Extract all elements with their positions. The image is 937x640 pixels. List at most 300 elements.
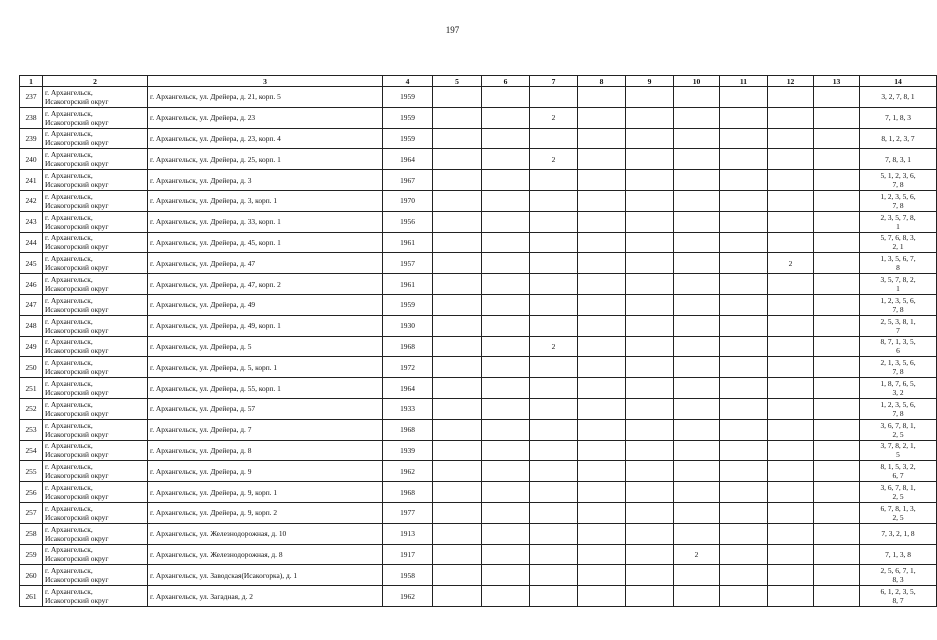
column-12-cell xyxy=(768,461,814,482)
column-13-cell xyxy=(814,107,860,128)
district-line: Исакогорский округ xyxy=(45,304,109,314)
column-12-cell xyxy=(768,398,814,419)
column-13-cell xyxy=(814,315,860,336)
address-cell: г. Архангельск, ул. Дрейера, д. 49, корп. 1 xyxy=(148,315,383,336)
year-cell: 1968 xyxy=(383,419,433,440)
column-14-cell xyxy=(860,190,937,211)
column-7-cell xyxy=(530,274,578,295)
column-13-cell xyxy=(814,565,860,586)
column-9-cell xyxy=(626,336,674,357)
column-14-line: 7, 8 xyxy=(892,304,904,314)
column-6-cell xyxy=(482,398,530,419)
column-9-cell xyxy=(626,357,674,378)
year-cell: 1959 xyxy=(383,294,433,315)
row-number-cell: 261 xyxy=(20,586,43,607)
district-cell xyxy=(43,398,148,419)
address-cell: г. Архангельск, ул. Дрейера, д. 47, корп. 2 xyxy=(148,274,383,295)
column-12-cell xyxy=(768,128,814,149)
district-line: Исакогорский округ xyxy=(45,325,109,335)
column-5-cell xyxy=(433,128,482,149)
district-line: г. Архангельск, xyxy=(45,420,93,430)
district-cell xyxy=(43,315,148,336)
district-cell xyxy=(43,294,148,315)
district-line: Исакогорский округ xyxy=(45,117,109,127)
district-cell xyxy=(43,544,148,565)
district-line: г. Архангельск, xyxy=(45,212,93,222)
column-header-11: 11 xyxy=(720,76,768,87)
column-5-cell xyxy=(433,107,482,128)
district-line: г. Архангельск, xyxy=(45,462,93,472)
year-cell: 1933 xyxy=(383,398,433,419)
column-6-cell xyxy=(482,586,530,607)
district-line: г. Архангельск, xyxy=(45,316,93,326)
table-row xyxy=(20,336,937,357)
column-14-line: 7, 8 xyxy=(892,408,904,418)
district-cell xyxy=(43,586,148,607)
table-body xyxy=(20,87,937,607)
district-line: г. Архангельск, xyxy=(45,587,93,597)
column-7-cell xyxy=(530,440,578,461)
table-row xyxy=(20,315,937,336)
column-13-cell xyxy=(814,170,860,191)
district-cell xyxy=(43,336,148,357)
table-row xyxy=(20,170,937,191)
column-10-cell xyxy=(674,211,720,232)
column-13-cell xyxy=(814,294,860,315)
column-10-cell xyxy=(674,440,720,461)
column-6-cell xyxy=(482,253,530,274)
district-line: г. Архангельск, xyxy=(45,171,93,181)
column-6-cell xyxy=(482,170,530,191)
column-6-cell xyxy=(482,294,530,315)
column-8-cell xyxy=(578,107,626,128)
column-12-cell xyxy=(768,357,814,378)
column-5-cell xyxy=(433,315,482,336)
column-11-cell xyxy=(720,523,768,544)
year-cell: 1968 xyxy=(383,336,433,357)
table-row xyxy=(20,253,937,274)
column-11-cell xyxy=(720,274,768,295)
column-11-cell xyxy=(720,232,768,253)
column-8-cell xyxy=(578,502,626,523)
column-12-cell xyxy=(768,107,814,128)
district-cell xyxy=(43,87,148,108)
district-cell xyxy=(43,565,148,586)
column-8-cell xyxy=(578,586,626,607)
column-9-cell xyxy=(626,87,674,108)
column-8-cell xyxy=(578,190,626,211)
row-number-cell: 244 xyxy=(20,232,43,253)
column-header-1: 1 xyxy=(20,76,43,87)
district-line: Исакогорский округ xyxy=(45,596,109,606)
row-number-cell: 249 xyxy=(20,336,43,357)
year-cell: 1964 xyxy=(383,149,433,170)
district-line: Исакогорский округ xyxy=(45,554,109,564)
column-header-12: 12 xyxy=(768,76,814,87)
column-5-cell xyxy=(433,419,482,440)
column-14-cell xyxy=(860,253,937,274)
column-11-cell xyxy=(720,336,768,357)
table-row xyxy=(20,357,937,378)
year-cell: 1913 xyxy=(383,523,433,544)
district-line: Исакогорский округ xyxy=(45,367,109,377)
column-14-cell xyxy=(860,398,937,419)
column-12-cell xyxy=(768,232,814,253)
column-10-cell xyxy=(674,565,720,586)
column-12-cell xyxy=(768,190,814,211)
district-line: г. Архангельск, xyxy=(45,191,93,201)
column-14-line: 1, 2, 3, 5, 6, xyxy=(880,295,916,305)
table-row xyxy=(20,274,937,295)
column-12-cell xyxy=(768,170,814,191)
column-header-7: 7 xyxy=(530,76,578,87)
column-7-cell xyxy=(530,170,578,191)
column-14-line: 7, 8 xyxy=(892,180,904,190)
column-6-cell xyxy=(482,378,530,399)
address-cell: г. Архангельск, ул. Дрейера, д. 49 xyxy=(148,294,383,315)
column-5-cell xyxy=(433,170,482,191)
year-cell: 1958 xyxy=(383,565,433,586)
column-7-cell xyxy=(530,398,578,419)
column-10-cell xyxy=(674,107,720,128)
column-14-line: 3, 6, 7, 8, 1, xyxy=(880,420,916,430)
column-11-cell xyxy=(720,107,768,128)
row-number-cell: 240 xyxy=(20,149,43,170)
column-header-5: 5 xyxy=(433,76,482,87)
column-6-cell xyxy=(482,190,530,211)
table-row xyxy=(20,232,937,253)
column-8-cell xyxy=(578,87,626,108)
column-header-4: 4 xyxy=(383,76,433,87)
row-number-cell: 256 xyxy=(20,482,43,503)
column-5-cell xyxy=(433,87,482,108)
row-number-cell: 238 xyxy=(20,107,43,128)
district-cell xyxy=(43,482,148,503)
district-line: Исакогорский округ xyxy=(45,242,109,252)
column-10-cell xyxy=(674,502,720,523)
column-5-cell xyxy=(433,211,482,232)
column-11-cell xyxy=(720,149,768,170)
column-14-line: 7, 8 xyxy=(892,200,904,210)
table-row xyxy=(20,502,937,523)
year-cell: 1961 xyxy=(383,274,433,295)
column-5-cell xyxy=(433,461,482,482)
column-6-cell xyxy=(482,107,530,128)
column-14-line: 1, 2, 3, 5, 6, xyxy=(880,399,916,409)
column-14-line: 5 xyxy=(896,450,900,460)
address-cell: г. Архангельск, ул. Дрейера, д. 9, корп. 2 xyxy=(148,502,383,523)
column-9-cell xyxy=(626,565,674,586)
column-13-cell xyxy=(814,336,860,357)
column-9-cell xyxy=(626,523,674,544)
column-11-cell xyxy=(720,502,768,523)
column-12-cell xyxy=(768,502,814,523)
column-8-cell xyxy=(578,170,626,191)
year-cell: 1961 xyxy=(383,232,433,253)
column-8-cell xyxy=(578,232,626,253)
district-line: г. Архангельск, xyxy=(45,337,93,347)
column-9-cell xyxy=(626,315,674,336)
column-14-line: 6, 7 xyxy=(892,471,904,481)
column-5-cell xyxy=(433,253,482,274)
district-line: г. Архангельск, xyxy=(45,503,93,513)
column-12-cell xyxy=(768,544,814,565)
column-8-cell xyxy=(578,336,626,357)
column-11-cell xyxy=(720,315,768,336)
column-5-cell xyxy=(433,294,482,315)
district-line: г. Архангельск, xyxy=(45,358,93,368)
column-12-cell xyxy=(768,274,814,295)
district-line: г. Архангельск, xyxy=(45,441,93,451)
column-8-cell xyxy=(578,565,626,586)
column-14-cell xyxy=(860,315,937,336)
column-12-cell xyxy=(768,87,814,108)
column-14-cell xyxy=(860,544,937,565)
column-10-cell xyxy=(674,315,720,336)
district-cell xyxy=(43,461,148,482)
district-line: г. Архангельск, xyxy=(45,524,93,534)
table-row xyxy=(20,211,937,232)
district-line: г. Архангельск, xyxy=(45,399,93,409)
row-number-cell: 247 xyxy=(20,294,43,315)
column-10-cell xyxy=(674,482,720,503)
column-7-cell xyxy=(530,211,578,232)
column-6-cell xyxy=(482,482,530,503)
column-14-line: 8, 1, 5, 3, 2, xyxy=(880,462,916,472)
column-11-cell xyxy=(720,461,768,482)
column-14-line: 8 xyxy=(896,263,900,273)
district-line: г. Архангельск, xyxy=(45,87,93,97)
table-row xyxy=(20,523,937,544)
column-6-cell xyxy=(482,461,530,482)
address-cell: г. Архангельск, ул. Дрейера, д. 23, корп. 4 xyxy=(148,128,383,149)
district-line: Исакогорский округ xyxy=(45,180,109,190)
district-line: г. Архангельск, xyxy=(45,483,93,493)
row-number-cell: 245 xyxy=(20,253,43,274)
column-14-line: 3, 2 xyxy=(892,388,904,398)
district-cell xyxy=(43,440,148,461)
column-11-cell xyxy=(720,378,768,399)
header-row xyxy=(20,76,937,87)
column-14-line: 8, 1, 2, 3, 7 xyxy=(881,133,915,143)
column-14-cell xyxy=(860,565,937,586)
table-row xyxy=(20,149,937,170)
column-9-cell xyxy=(626,419,674,440)
column-11-cell xyxy=(720,544,768,565)
column-14-line: 6, 7, 8, 1, 3, xyxy=(880,503,916,513)
column-13-cell xyxy=(814,274,860,295)
district-line: Исакогорский округ xyxy=(45,408,109,418)
column-5-cell xyxy=(433,523,482,544)
district-line: г. Архангельск, xyxy=(45,108,93,118)
district-cell xyxy=(43,128,148,149)
column-9-cell xyxy=(626,294,674,315)
column-14-cell xyxy=(860,523,937,544)
district-line: Исакогорский округ xyxy=(45,138,109,148)
column-12-cell xyxy=(768,336,814,357)
column-9-cell xyxy=(626,274,674,295)
column-7-cell xyxy=(530,128,578,149)
column-13-cell xyxy=(814,232,860,253)
district-cell xyxy=(43,232,148,253)
column-14-line: 1, 2, 3, 5, 6, xyxy=(880,191,916,201)
address-cell: г. Архангельск, ул. Загадная, д. 2 xyxy=(148,586,383,607)
address-cell: г. Архангельск, ул. Дрейера, д. 21, корп. 5 xyxy=(148,87,383,108)
column-8-cell xyxy=(578,149,626,170)
column-14-cell xyxy=(860,274,937,295)
column-11-cell xyxy=(720,294,768,315)
column-14-line: 1 xyxy=(896,284,900,294)
address-cell: г. Архангельск, ул. Дрейера, д. 9 xyxy=(148,461,383,482)
district-cell xyxy=(43,502,148,523)
column-8-cell xyxy=(578,274,626,295)
district-cell xyxy=(43,170,148,191)
row-number-cell: 259 xyxy=(20,544,43,565)
address-cell: г. Архангельск, ул. Дрейера, д. 25, корп. 1 xyxy=(148,149,383,170)
row-number-cell: 258 xyxy=(20,523,43,544)
row-number-cell: 257 xyxy=(20,502,43,523)
column-14-line: 8, 3 xyxy=(892,575,904,585)
table-row xyxy=(20,107,937,128)
column-8-cell xyxy=(578,461,626,482)
column-12-cell xyxy=(768,315,814,336)
column-11-cell xyxy=(720,419,768,440)
column-7-cell xyxy=(530,190,578,211)
district-line: г. Архангельск, xyxy=(45,566,93,576)
row-number-cell: 255 xyxy=(20,461,43,482)
district-line: Исакогорский округ xyxy=(45,388,109,398)
column-13-cell xyxy=(814,586,860,607)
column-8-cell xyxy=(578,398,626,419)
district-line: Исакогорский округ xyxy=(45,263,109,273)
column-6-cell xyxy=(482,544,530,565)
column-12-cell xyxy=(768,294,814,315)
year-cell: 1956 xyxy=(383,211,433,232)
column-8-cell xyxy=(578,523,626,544)
table-row xyxy=(20,294,937,315)
column-5-cell xyxy=(433,440,482,461)
district-line: Исакогорский округ xyxy=(45,200,109,210)
district-line: Исакогорский округ xyxy=(45,575,109,585)
column-14-cell xyxy=(860,378,937,399)
table-row xyxy=(20,461,937,482)
column-10-cell xyxy=(674,461,720,482)
column-13-cell xyxy=(814,502,860,523)
column-14-line: 7, 1, 3, 8 xyxy=(885,549,911,559)
row-number-cell: 239 xyxy=(20,128,43,149)
address-cell: г. Архангельск, ул. Дрейера, д. 23 xyxy=(148,107,383,128)
column-13-cell xyxy=(814,482,860,503)
column-5-cell xyxy=(433,502,482,523)
column-14-line: 8, 7 xyxy=(892,596,904,606)
column-5-cell xyxy=(433,544,482,565)
column-13-cell xyxy=(814,544,860,565)
column-14-line: 2, 1, 3, 5, 6, xyxy=(880,358,916,368)
district-cell xyxy=(43,357,148,378)
district-line: Исакогорский округ xyxy=(45,492,109,502)
address-cell: г. Архангельск, ул. Дрейера, д. 57 xyxy=(148,398,383,419)
column-14-cell xyxy=(860,336,937,357)
column-14-line: 6, 1, 2, 3, 5, xyxy=(880,587,916,597)
table-row xyxy=(20,87,937,108)
column-13-cell xyxy=(814,128,860,149)
column-14-cell xyxy=(860,419,937,440)
district-line: г. Архангельск, xyxy=(45,275,93,285)
column-13-cell xyxy=(814,523,860,544)
table-row xyxy=(20,440,937,461)
column-header-14: 14 xyxy=(860,76,937,87)
district-line: Исакогорский округ xyxy=(45,450,109,460)
column-10-cell xyxy=(674,357,720,378)
table-row xyxy=(20,419,937,440)
column-14-line: 3, 6, 7, 8, 1, xyxy=(880,483,916,493)
column-9-cell xyxy=(626,107,674,128)
column-11-cell xyxy=(720,357,768,378)
table-row xyxy=(20,482,937,503)
column-8-cell xyxy=(578,128,626,149)
column-14-cell xyxy=(860,502,937,523)
district-line: Исакогорский округ xyxy=(45,471,109,481)
year-cell: 1962 xyxy=(383,586,433,607)
column-5-cell xyxy=(433,378,482,399)
column-14-line: 3, 5, 7, 8, 2, xyxy=(880,275,916,285)
table-row xyxy=(20,190,937,211)
column-7-cell xyxy=(530,232,578,253)
row-number-cell: 241 xyxy=(20,170,43,191)
column-10-cell xyxy=(674,419,720,440)
column-9-cell xyxy=(626,586,674,607)
column-11-cell xyxy=(720,482,768,503)
column-14-cell xyxy=(860,107,937,128)
column-5-cell xyxy=(433,149,482,170)
district-line: г. Архангельск, xyxy=(45,379,93,389)
column-14-line: 2, 5 xyxy=(892,512,904,522)
year-cell: 1959 xyxy=(383,128,433,149)
district-line: Исакогорский округ xyxy=(45,429,109,439)
column-10-cell xyxy=(674,149,720,170)
district-line: Исакогорский округ xyxy=(45,159,109,169)
column-13-cell xyxy=(814,253,860,274)
year-cell: 1917 xyxy=(383,544,433,565)
column-7-cell xyxy=(530,378,578,399)
column-header-2: 2 xyxy=(43,76,148,87)
column-header-6: 6 xyxy=(482,76,530,87)
year-cell: 1959 xyxy=(383,87,433,108)
column-6-cell xyxy=(482,502,530,523)
column-11-cell xyxy=(720,398,768,419)
registry-table xyxy=(19,75,937,607)
column-header-10: 10 xyxy=(674,76,720,87)
column-7-cell xyxy=(530,315,578,336)
column-14-cell xyxy=(860,211,937,232)
column-13-cell xyxy=(814,357,860,378)
column-6-cell xyxy=(482,128,530,149)
column-12-cell xyxy=(768,482,814,503)
column-14-cell xyxy=(860,170,937,191)
column-9-cell xyxy=(626,253,674,274)
column-7-cell xyxy=(530,523,578,544)
district-line: Исакогорский округ xyxy=(45,346,109,356)
district-line: Исакогорский округ xyxy=(45,533,109,543)
row-number-cell: 260 xyxy=(20,565,43,586)
column-8-cell xyxy=(578,544,626,565)
row-number-cell: 237 xyxy=(20,87,43,108)
column-8-cell xyxy=(578,294,626,315)
district-cell xyxy=(43,274,148,295)
column-12-cell xyxy=(768,586,814,607)
column-14-line: 1, 3, 5, 6, 7, xyxy=(880,254,916,264)
year-cell: 1968 xyxy=(383,482,433,503)
